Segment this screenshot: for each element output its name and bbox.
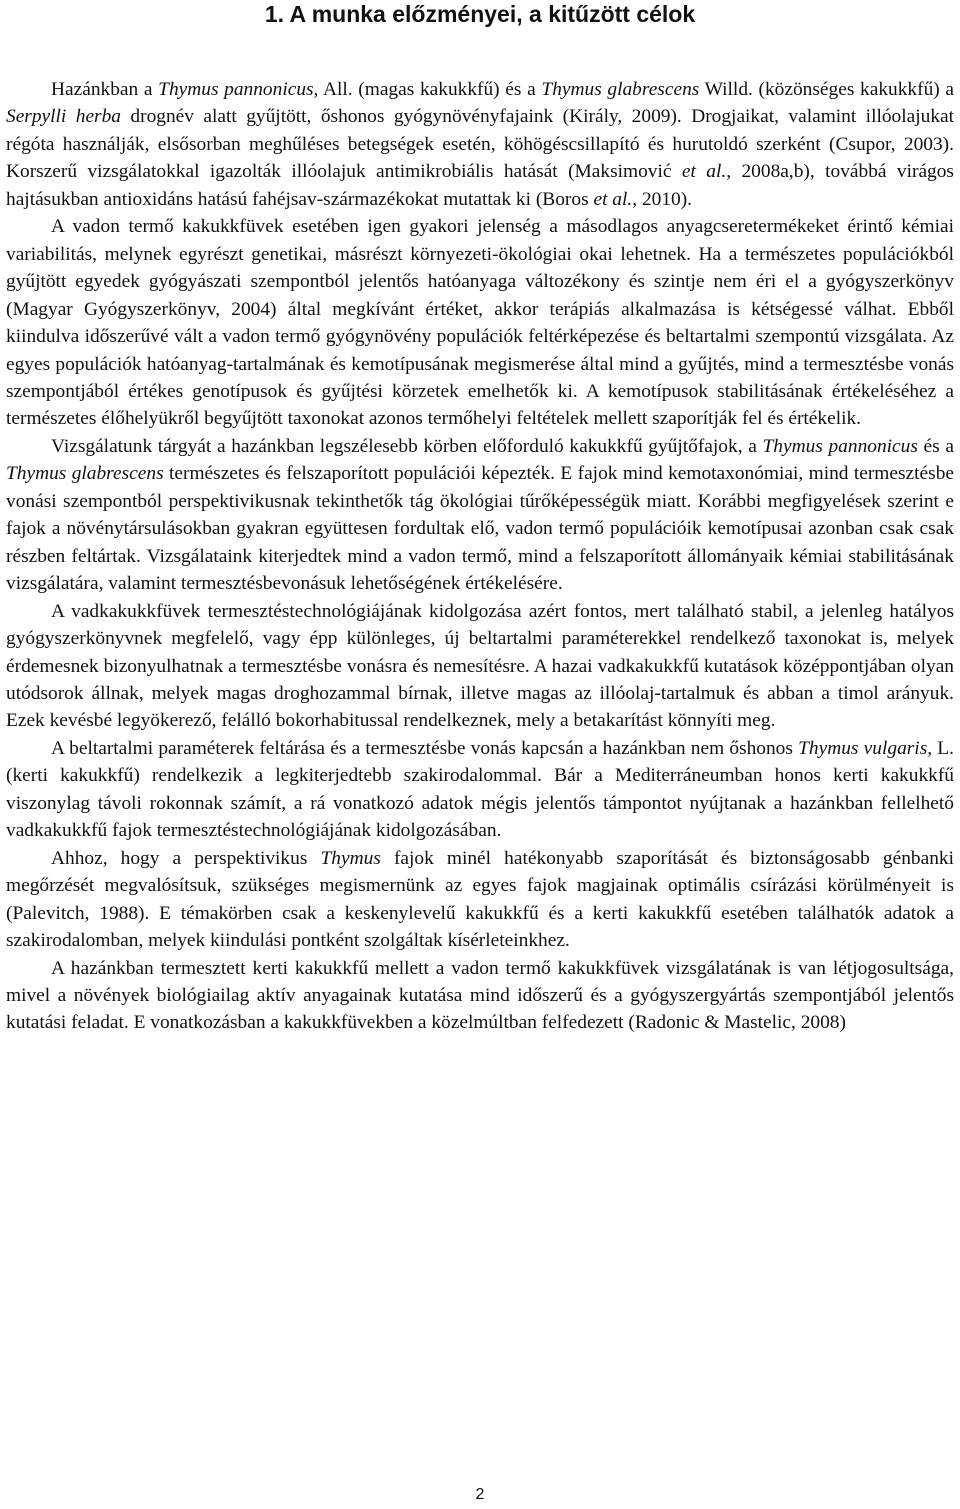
body-text (6, 76, 954, 1037)
paragraph-2 (6, 213, 954, 433)
paragraph-5 (6, 735, 954, 845)
citation-etal: et al. (681, 161, 727, 183)
paragraph-1 (6, 76, 954, 213)
text-run: , 2010). (632, 188, 693, 210)
text-run: fajok minél hatékonyabb szaporítását és biztonságosabb génbanki megőrzését megvalósítsuk, szükséges megismernünk az egyes fajok magjainak optimális csírázási körülményeit is (Palevitch, 1988). E témakörben csak a keskenylevelű kakukkfű és a kerti kakukkfű esetében találhatók adatok a szakirodalomban, melyek kiindulási pontként szolgáltak kísérleteinkhez. (6, 847, 954, 952)
text-run: A vadkakukkfüvek termesztéstechnológiájának kidolgozása azért fontos, mert található stabil, a jelenleg hatályos gyógyszerkönyvnek megfelelő, vagy épp különleges, új beltartalmi paraméterekkel rendelkező taxonokat is, melyek érdemesnek bizonyulhatnak a termesztésbe vonásra és nemesítésre. A hazai vadkakukkfű kutatások középpontjában olyan utódsorok állnak, melyek magas droghozammal bírnak, illetve magas az illóolaj-tartalmuk és abban a timol arányuk. Ezek kevésbé legyökerező, felálló bokorhabitussal rendelkeznek, mely a betakarítást könnyíti meg. (6, 600, 954, 732)
species-name: Thymus glabrescens (541, 79, 700, 100)
text-run: Ahhoz, hogy a perspektivikus (51, 847, 321, 869)
text-run: A hazánkban termesztett kerti kakukkfű mellett a vadon termő kakukkfüvek vizsgálatának is van létjogosultsága, mivel a növények biológiailag aktív anyagainak kutatása mind időszerű és a gyógyszergyártás szempontjából jelentős kutatási feladat. E vonatkozásban a kakukkfüvekben a közelmúltban felfedezett (Radonic & Mastelic, 2008) (6, 957, 954, 1034)
species-name: Thymus glabrescens (6, 463, 164, 485)
text-run: és a (917, 435, 954, 457)
text-run: A vadon termő kakukkfüvek esetében igen gyakori jelenség a másodlagos anyagcseretermékeket érintő kémiai variabilitás, melynek egyrészt genetikai, másrészt környezeti-ökológiai okai lehetnek. Ha a természetes populációkból gyűjtött egyedek gyógyászati szempontból jelentős hatóanyaga változékony és szintje nem éri el a gyógyszerkönyv (Magyar Gyógyszerkönyv, 2004) által megkívánt értéket, akkor terápiás alkalmazása is kétségessé válhat. Ebből kiindulva időszerűvé vált a vadon termő gyógynövény populációk feltérképezése és beltartalmi szempontú vizsgálata. Az egyes populációk hatóanyag-tartalmának és kemotípusának megismerése által mind a gyűjtés, mind a termesztésbe vonás szempontjából értékes genotípusok és gyűjtési körzetek emelhetők ki. A kemotípusok stabilitásának értékeléséhez a természetes élőhelyükről begyűjtött taxonokat azonos termőhelyi feltételek mellett szaporítják fel és értékelik. (6, 216, 954, 430)
species-name: Thymus vulgaris, (798, 737, 933, 759)
text-run: , 2008a,b), továbbá virágos hajtásukban antioxidáns hatású fahéjsav-származékokat mutattak ki (Boros (6, 161, 954, 210)
page-number: 2 (475, 1486, 485, 1503)
species-name: Thymus pannonicus, (158, 79, 319, 100)
section-heading: 1. A munka előzményei, a kitűzött célok (264, 1, 696, 27)
drug-name: Serpylli herba (6, 106, 121, 128)
text-run: természetes és felszaporított populációi képezték. E fajok mind kemotaxonómiai, mind termesztésbe vonási szempontból perspektivikusnak tekinthetők tág ökológiai tűrőképességük miatt. Korábbi megfigyelések szerint e fajok a növénytársulásokban gyakran együttesen fordultak elő, vadon termő populációik kemotípusai azonban csak csak részben feltártak. Vizsgálataink kiterjedtek mind a vadon termő, mind a felszaporított állományaik kémiai stabilitásának vizsgálatára, valamint termesztésbevonásuk lehetőségének értékelésére. (6, 463, 954, 595)
text-run: All. (magas kakukkfű) és a (318, 79, 542, 100)
text-run: Hazánkban a (51, 79, 159, 100)
paragraph-6 (6, 845, 954, 955)
text-run: Willd. (közönséges kakukkfű) a (699, 79, 954, 100)
citation-etal: et al. (593, 188, 633, 210)
text-run: A beltartalmi paraméterek feltárása és a termesztésbe vonás kapcsán a hazánkban nem őshonos (51, 737, 799, 759)
paragraph-4 (6, 598, 954, 735)
paragraph-7 (6, 955, 954, 1037)
genus-name: Thymus (320, 847, 381, 869)
text-run: drognév alatt gyűjtött, őshonos gyógynövényfajaink (Király, 2009). Drogjaikat, valamint illóolajukat régóta használják, elsősorban meghűléses betegségek esetén, köhögéscsillapító és hurutoldó szerként (Csupor, 2003). Korszerű vizsgálatokkal igazolták illóolajuk antimikrobiális hatását (Maksimović (6, 106, 955, 183)
species-name: Thymus pannonicus (762, 435, 918, 457)
paragraph-3 (6, 433, 954, 598)
document-page (6, 0, 955, 1034)
text-run: Vizsgálatunk tárgyát a hazánkban legszélesebb körben előforduló kakukkfű gyűjtőfajok, a (51, 435, 763, 457)
text-run: L. (kerti kakukkfű) rendelkezik a legkiterjedtebb szakirodalommal. Bár a Mediterráneumban honos kerti kakukkfű viszonylag távoli rokonnak számít, a rá vonatkozó adatok mégis jelentős támpontot nyújtanak a hazánkban fellelhető vadkakukkfű fajok termesztéstechnológiájának kidolgozásában. (6, 737, 954, 842)
